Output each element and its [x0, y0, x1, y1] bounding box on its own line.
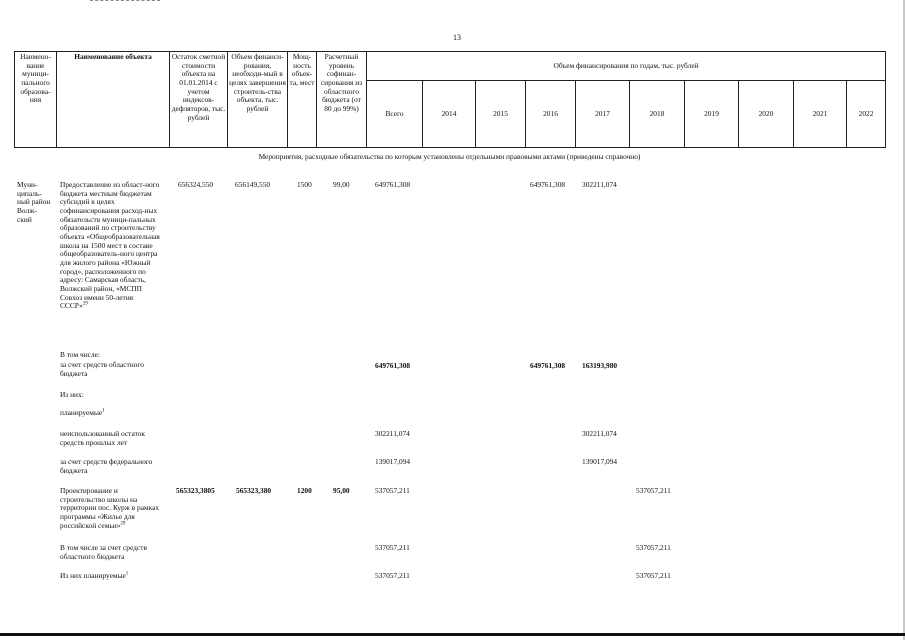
- scan-artifact: [90, 0, 160, 2]
- footnote-marker: 1: [125, 571, 129, 577]
- object1-financing-needed: 656149,550: [235, 180, 271, 189]
- section-title: Мероприятия, расходные обязательства по которым установлены отдельными правовыми актами (приведены справочно): [258, 152, 641, 161]
- of-them-label: Из них:: [60, 390, 84, 399]
- municipality-name: Муни-ципаль-ный район Волж-ский: [17, 180, 51, 224]
- header-municipality: Наимено-вание муници-пального образова-ния: [15, 52, 57, 148]
- footnote-marker: 29: [120, 521, 126, 527]
- header-financing-by-year: Объем финансирования по годам, тыс. рублей: [367, 52, 886, 81]
- object2-planned-label: Из них планируемые$^1$: [60, 571, 129, 580]
- object1-total: 649761,308: [375, 180, 411, 189]
- object2-capacity: 1200: [297, 486, 312, 495]
- object1-remaining-cost: 656324,550: [178, 180, 214, 189]
- object2-financing-needed: 565323,380: [236, 486, 272, 495]
- financing-table-header: [14, 51, 886, 148]
- unused-balance-label: неиспользованный остаток средств прошлых лет: [60, 429, 145, 447]
- regional-2017: 163193,980: [582, 361, 618, 370]
- object2-2018: 537057,211: [636, 486, 671, 495]
- object2-remaining-cost: 565323,3805: [176, 486, 215, 495]
- object2-name: Проектирование и строительство школы на территории пос. Курж в рамках программы «Жилье для российской семьи»$^{29}$: [60, 486, 160, 530]
- object2-cofinancing: 95,00: [333, 486, 350, 495]
- header-year: 2020: [739, 81, 794, 148]
- object2-regional-total: 537057,211: [375, 543, 410, 552]
- header-year: 2016: [526, 81, 576, 148]
- header-total: Всего: [367, 81, 423, 148]
- federal-2017: 139017,094: [582, 457, 618, 466]
- federal-total: 139017,094: [375, 457, 411, 466]
- object2-total: 537057,211: [375, 486, 410, 495]
- object1-cofinancing: 99,00: [333, 180, 350, 189]
- unused-2017: 302211,074: [582, 429, 617, 438]
- header-year: 2018: [630, 81, 685, 148]
- object2-regional-label: В том числе за счет средств областного бюджета: [60, 543, 147, 561]
- object2-planned-total: 537057,211: [375, 571, 410, 580]
- including-label: В том числе:: [60, 350, 100, 359]
- object1-2016: 649761,308: [530, 180, 566, 189]
- header-year: 2017: [576, 81, 630, 148]
- regional-2016: 649761,308: [530, 361, 566, 370]
- header-year: 2015: [476, 81, 526, 148]
- header-capacity: Мощ-ность объек-та, мест: [288, 52, 317, 148]
- regional-total: 649761,308: [375, 361, 411, 370]
- object1-name: Предоставление из област-ного бюджета местным бюджетам субсидий в целях софинансирования расход-ных обязательств муници-пальных образований по строительству объекта «Общеобразовательная школа на 1500 мест в составе общеобразователь-ного центра для жилого района «Южный город», расположенного по адресу: Самарская область, Волжский район, «МСПП Совхоз имени 50-летия СССР»$^{29}$: [60, 180, 160, 311]
- header-year: 2022: [847, 81, 886, 148]
- planned-label: планируемые$^1$: [60, 408, 105, 417]
- header-year: 2019: [685, 81, 739, 148]
- header-financing-needed: Объем финанси-рования, необходи-мый в целях завершения строитель-ства объекта, тыс. рублей: [228, 52, 288, 148]
- header-year: 2021: [794, 81, 847, 148]
- object1-2017: 302211,074: [582, 180, 617, 189]
- footnote-marker: 29: [82, 301, 88, 307]
- object2-planned-2018: 537057,211: [636, 571, 671, 580]
- object1-capacity: 1500: [297, 180, 312, 189]
- footnote-marker: 1: [102, 408, 105, 414]
- scan-bottom-edge: [0, 633, 905, 636]
- page-number: 13: [453, 33, 461, 42]
- unused-total: 302211,074: [375, 429, 410, 438]
- header-remaining-cost: Остаток сметной стоимости объекта на 01.01.2014 с учетом индексов-дефляторов, тыс. рублей: [170, 52, 228, 148]
- federal-budget-label: за счет средств федерального бюджета: [60, 457, 153, 475]
- object2-regional-2018: 537057,211: [636, 543, 671, 552]
- header-year: 2014: [423, 81, 476, 148]
- regional-budget-label: за счет средств областного бюджета: [60, 360, 144, 378]
- header-cofinancing: Расчетный уровень софинан-сирования из областного бюджета (от 80 до 99%): [317, 52, 367, 148]
- header-object: Наименование объекта: [57, 52, 170, 148]
